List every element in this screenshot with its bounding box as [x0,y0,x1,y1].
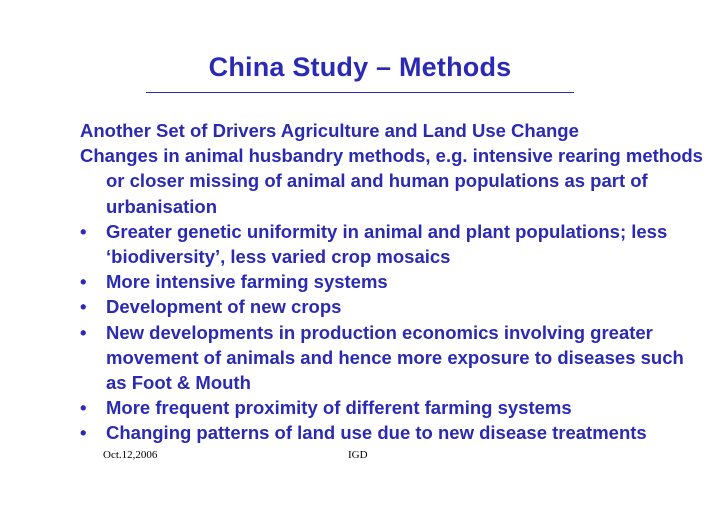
bullet-item [80,219,705,269]
bullet-icon: • [80,422,87,444]
bullet-text: Development of new crops [106,296,342,318]
footer-date: Oct.12,2006 [103,449,158,461]
bullet-text: Greater genetic uniformity in animal and plant populations; less ‘biodiversity’, less varied crop mosaics [106,220,668,268]
bullet-item [80,269,705,294]
bullet-text: More intensive farming systems [106,271,388,293]
intro-line: Changes in animal husbandry methods, e.g. intensive rearing methods or closer missing of animal and human populations as part of urbanisation [80,145,703,217]
title-underline [146,92,574,93]
slide-title: China Study – Methods [208,52,512,82]
bullet-item [80,395,705,420]
bullet-icon: • [80,271,87,293]
bullet-icon: • [80,397,87,419]
bullet-text: New developments in production economics involving greater movement of animals and hence more exposure to diseases such as Foot & Mouth [106,321,684,394]
slide-body [80,118,705,446]
bullet-icon: • [80,220,87,242]
intro-line: Another Set of Drivers Agriculture and Land Use Change [80,120,579,141]
bullet-text: Changing patterns of land use due to new disease treatments [106,422,647,444]
bullet-text: More frequent proximity of different farming systems [106,397,572,419]
bullet-item [80,420,705,445]
bullet-item [80,320,705,396]
bullet-icon: • [80,296,87,318]
bullet-icon: • [80,321,87,343]
bullet-item [80,294,705,319]
footer-organization: IGD [348,449,368,461]
